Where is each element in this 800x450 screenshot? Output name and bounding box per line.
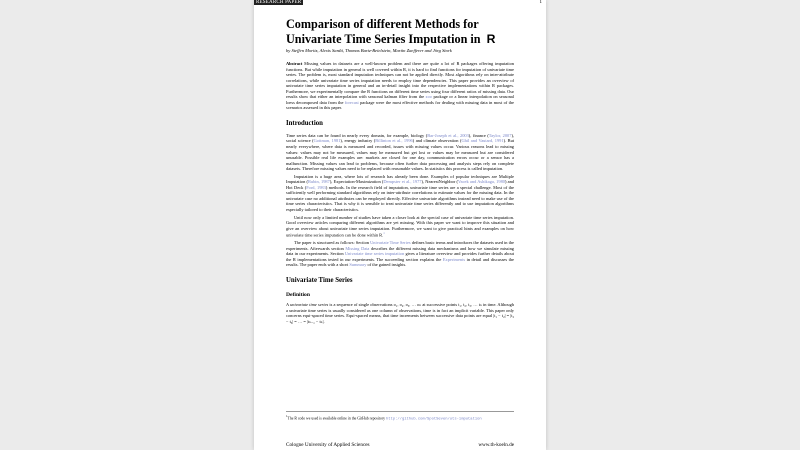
intro-p1-text-a: Time series data can be found in nearly every domain, for example, biology ( — [286, 132, 428, 138]
intro-p1-text-e: ) and climate observation ( — [412, 138, 462, 144]
title-line-2-text: Univariate Time Series Imputation in — [286, 31, 481, 46]
abstract-text-1: Missing values in datasets are a well-known problem and there are quite a lot of R packages offering imputation functions. But while imputation in general is well covered within R, it is hard to find functions for imputation of univariate time series. The problem is, most standard imputation techniques can not be applied directly. Most algorithms rely on inter-attribute correlations, while univariate time series imputation needs to employ time dependencies. This paper provides an overview of univariate time series imputation in general and an in-detail insight into the respective implementations within R packages. Furthermore, we experimentally compare the R functions on different time series using four different ratios of missing data. Our results show that either an interpolation with seasonal kalman filter from the — [286, 61, 515, 100]
footer-website: www.th-koeln.de — [478, 442, 514, 448]
intro-p1-text-d: ), energy industry ( — [340, 138, 376, 144]
footnote-ref[interactable]: 1 — [383, 231, 385, 236]
intro-paragraph-4 — [286, 240, 514, 268]
citation-billinton[interactable]: Billinton et al., 1996 — [375, 138, 413, 144]
definition-term: univariate time series — [290, 301, 329, 307]
introduction-heading: Introduction — [286, 119, 323, 127]
intro-p3-text: Until now only a limited number of studies have taken a closer look at the special case of univariate time series imputation. Good overview articles comparing different algorithms are yet missing. With this paper we want to improve this situation and give an overview about univariate time series imputation. Furthermore, we want to give practical hints and examples on how univariate time series imputation can be done within R. — [286, 214, 514, 238]
intro-p2-text-d: ) and Hot Deck ( — [286, 179, 515, 190]
section-link-summary[interactable]: Summary — [349, 262, 367, 268]
intro-p4-text-a: The paper is structured as follows: Section — [294, 240, 369, 246]
paper-title — [286, 17, 514, 46]
citation-rubin[interactable]: Rubin, 1987 — [307, 179, 330, 185]
intro-p4-text-c: describes the different missing data mechanisms and how we simulate missing data in our experiments. Section — [286, 245, 514, 257]
intro-p4-text-f: of the gained insights. — [367, 262, 407, 268]
citation-bar-joseph[interactable]: Bar-Joseph et al., 2003 — [427, 132, 469, 138]
footnote-text: The R code we used is available online in the GitHub repository — [287, 416, 386, 421]
title-r: R — [486, 31, 496, 46]
page-footer — [286, 442, 514, 448]
abstract — [286, 61, 514, 111]
intro-p4-text-d: gives a literature overview and provides further details about the R implementations tested in our experiments. The succeeding section explains the — [286, 251, 514, 262]
definition-text-a: A — [286, 301, 289, 307]
title-line-2 — [286, 32, 514, 47]
citation-dempster[interactable]: Dempster et al., 1977 — [383, 179, 422, 185]
paper-page — [254, 0, 546, 450]
citation-vacek[interactable]: Vacek and Ashikaga, 1980 — [457, 179, 505, 185]
github-repo-link[interactable]: http://github.com/SpotSeven/uts-imputation — [386, 417, 482, 422]
intro-p1-text-b: ), finance ( — [468, 132, 489, 138]
citation-gottman[interactable]: Gottman, 1981 — [313, 138, 341, 144]
intro-p1-text-f: ). But nearly everywhere, where data is measured and recorded, issues with missing values occur. Various reasons lead to missing values: values may not be measured, values may be measured but get lost or values may be measured but are considered unusable. Possible real life examples are: markets are closed for one day, communication errors occur or a sensor has a malfunction. Missing values can lead to problems, because often further data processing and analysis steps rely on complete datasets. Therefore missing values need to be replaced with reasonable values. In statistics this process is called imputation. — [286, 138, 514, 172]
forecast-package-link[interactable]: forecast — [344, 99, 359, 105]
authors: by Steffen Moritz, Alexis Sardá, Thomas Bartz-Beielstein, Martin Zaefferer and Jörg Stork — [286, 48, 452, 53]
definition-heading: Definition — [286, 291, 310, 298]
section-link-univariate-time-series[interactable]: Univariate Time Series — [370, 240, 411, 246]
footer-institution: Cologne University of Applied Sciences — [286, 442, 370, 448]
definition-text-b: is a sequence of single observations o₁, o₂, o₃, … oₙ at successive points t₁, t₂, t₃, … tₙ in time. Although a univariate time series is usually considered as one column of observations, time is in fact an implicit variable. This paper only concerns equi-spaced time series. Equi-spaced means, that time increments between successive data points are equal |t₁ − t₂| = |t₂ − t₃| = … = |tₙ₋₁ − tₙ|. — [286, 301, 514, 324]
intro-paragraph-2 — [286, 174, 514, 213]
running-head — [254, 0, 546, 5]
citation-ghil[interactable]: Ghil and Vautard, 1991 — [461, 138, 504, 144]
intro-paragraph-1 — [286, 133, 514, 172]
citation-taylor[interactable]: Taylor, 2007 — [488, 132, 512, 138]
intro-paragraph-3 — [286, 215, 514, 239]
footnote-mark: 1 — [286, 414, 288, 418]
page-number: 1 — [539, 0, 542, 5]
abstract-text-2: package or a linear interpolation on seasonal loess decomposed data from the — [286, 94, 514, 105]
definition-paragraph — [286, 302, 514, 324]
running-head-label: RESEARCH PAPER — [256, 0, 302, 5]
intro-p1-text-c: ), social science ( — [286, 132, 514, 144]
paper-content — [286, 14, 514, 326]
citation-ford[interactable]: Ford, 1983 — [306, 184, 326, 190]
abstract-text-3: package were the most effective methods for dealing with missing data in most of the scenarios assessed in this paper. — [286, 99, 514, 111]
intro-p2-text-c: ), NearestNeighbor ( — [421, 179, 458, 185]
title-line-1: Comparison of different Methods for — [286, 17, 479, 31]
intro-p2-text-b: ), Expectation-Maximization ( — [329, 179, 384, 185]
section-link-imputation[interactable]: Univariate time series imputation — [344, 251, 405, 257]
zoo-package-link[interactable]: zoo — [425, 94, 432, 100]
intro-p2-text-a: Imputation is a huge area, where lots of research has already been done. Examples of popular techniques are Multiple Imputation ( — [286, 173, 514, 185]
intro-p4-text-e: in detail and discusses the results. The paper ends with a short — [286, 256, 514, 268]
univariate-time-series-heading: Univariate Time Series — [286, 276, 353, 284]
intro-p4-text-b: defines basic terms and introduces the datasets used in the experiments. Afterwards section — [286, 240, 514, 251]
section-link-experiments[interactable]: Experiments — [442, 256, 466, 262]
abstract-label: Abstract — [286, 61, 303, 66]
footnote — [286, 411, 514, 422]
section-link-missing-data[interactable]: Missing Data — [345, 245, 370, 251]
intro-p2-text-e: ) methods. In the research field of imputation, univariate time series are a special challenge. Most of the sufficiently well performing standard algorithms rely on inter-attribute correlations to estimate values for the missing data. In the univariate case no additional attributes can be employed directly. Effective univariate algorithms instead need to make use of the time series characteristics. That is why it is sensible to treat univariate time series differently and to use imputation algorithms especially tailored to their characteristics. — [286, 184, 515, 213]
